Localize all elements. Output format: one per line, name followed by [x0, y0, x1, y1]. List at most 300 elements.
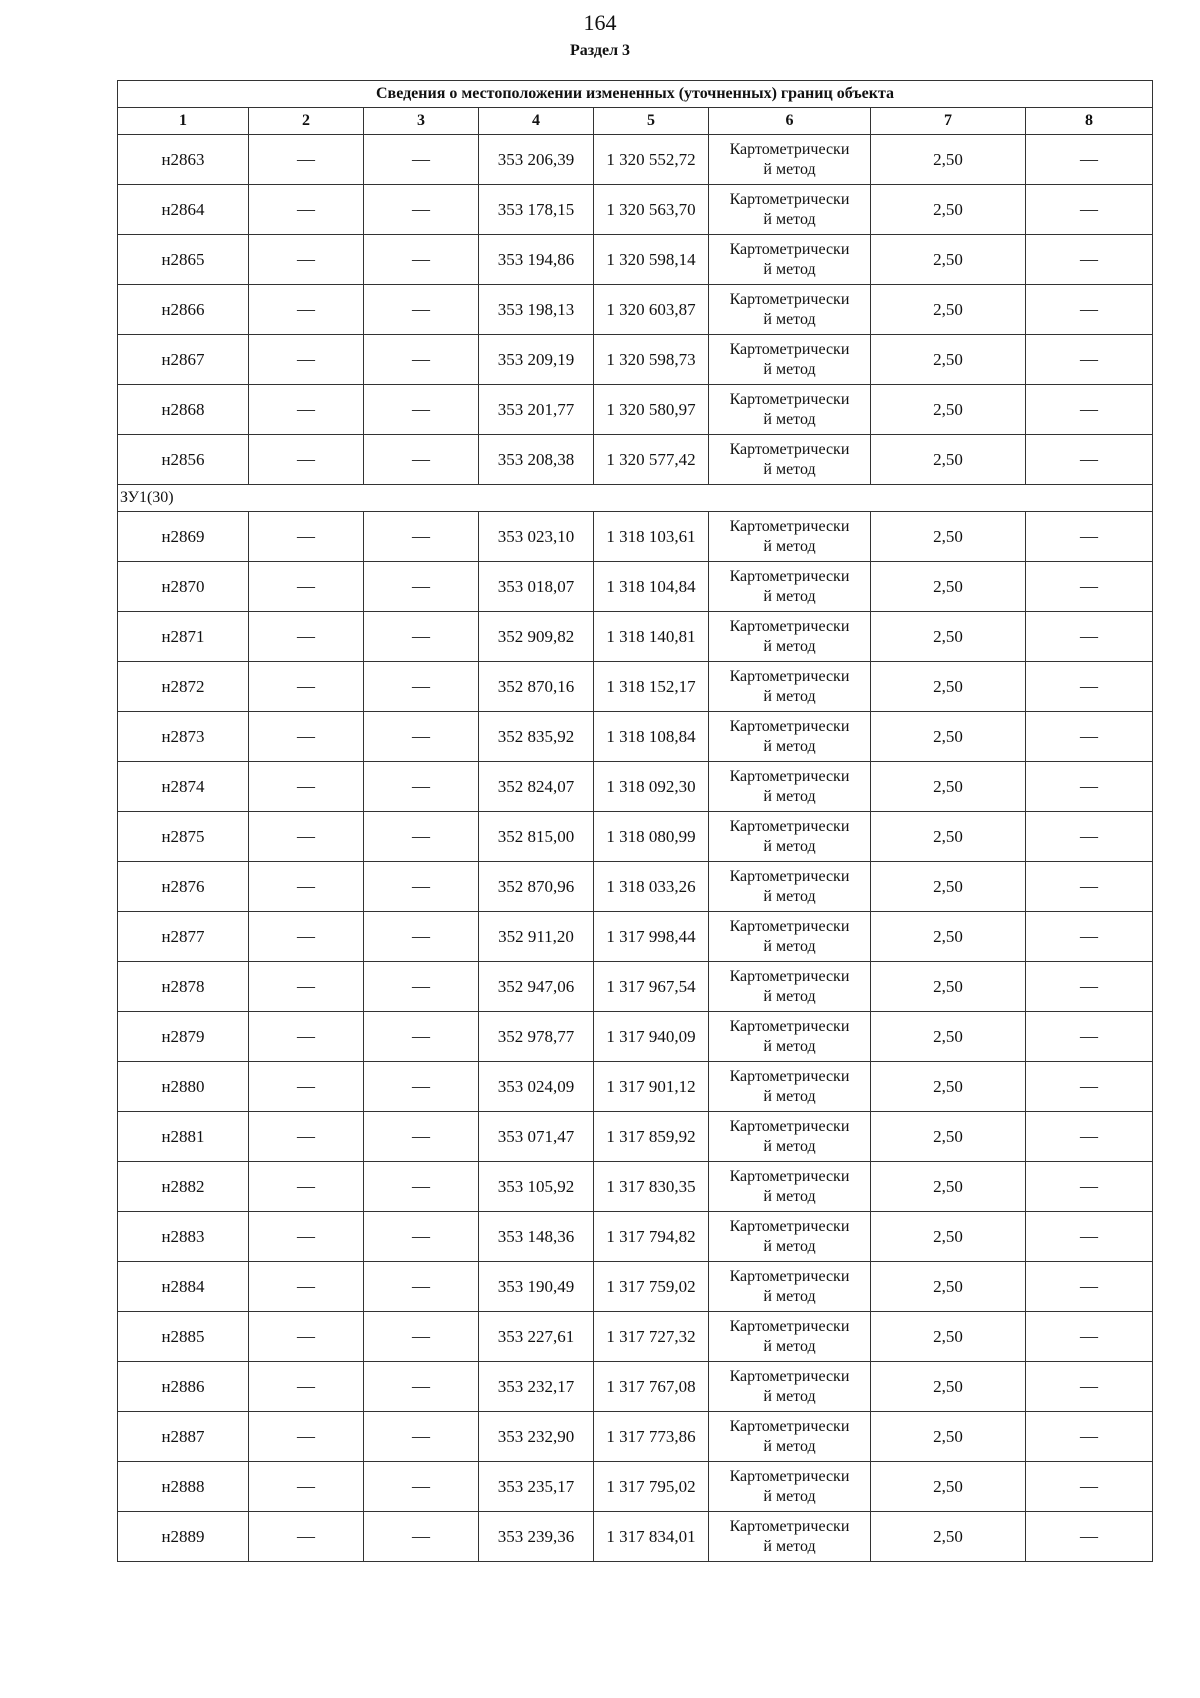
x-coordinate-cell: 353 227,61 — [479, 1312, 594, 1362]
group-row — [118, 485, 1153, 512]
empty-value-cell: — — [1026, 712, 1153, 762]
column-number: 5 — [594, 108, 709, 135]
table-row — [118, 562, 1153, 612]
empty-value-cell: — — [249, 185, 364, 235]
accuracy-cell: 2,50 — [871, 1062, 1026, 1112]
empty-value-cell: — — [249, 662, 364, 712]
method-line: й метод — [763, 1387, 816, 1405]
y-coordinate-cell: 1 320 577,42 — [594, 435, 709, 485]
table-row — [118, 962, 1153, 1012]
method-cell — [709, 335, 871, 385]
method-cell — [709, 662, 871, 712]
point-cell: н2881 — [118, 1112, 249, 1162]
empty-value-cell: — — [364, 285, 479, 335]
method-line: Картометрически — [729, 390, 850, 408]
method-line: Картометрически — [729, 517, 850, 535]
empty-value-cell: — — [1026, 512, 1153, 562]
method-line: Картометрически — [729, 767, 850, 785]
empty-value-cell: — — [1026, 912, 1153, 962]
y-coordinate-cell: 1 318 108,84 — [594, 712, 709, 762]
table-row — [118, 385, 1153, 435]
x-coordinate-cell: 353 023,10 — [479, 512, 594, 562]
accuracy-cell: 2,50 — [871, 1112, 1026, 1162]
method-line: й метод — [763, 210, 816, 228]
method-line: Картометрически — [729, 867, 850, 885]
y-coordinate-cell: 1 318 033,26 — [594, 862, 709, 912]
method-cell — [709, 1262, 871, 1312]
accuracy-cell: 2,50 — [871, 435, 1026, 485]
y-coordinate-cell: 1 318 092,30 — [594, 762, 709, 812]
x-coordinate-cell: 353 232,17 — [479, 1362, 594, 1412]
empty-value-cell: — — [364, 135, 479, 185]
empty-value-cell: — — [249, 1212, 364, 1262]
accuracy-cell: 2,50 — [871, 1262, 1026, 1312]
accuracy-cell: 2,50 — [871, 1462, 1026, 1512]
method-cell — [709, 512, 871, 562]
accuracy-cell: 2,50 — [871, 512, 1026, 562]
x-coordinate-cell: 352 947,06 — [479, 962, 594, 1012]
method-cell — [709, 1162, 871, 1212]
accuracy-cell: 2,50 — [871, 335, 1026, 385]
empty-value-cell: — — [1026, 862, 1153, 912]
empty-value-cell: — — [249, 1362, 364, 1412]
table-row — [118, 1462, 1153, 1512]
empty-value-cell: — — [249, 1162, 364, 1212]
method-cell — [709, 1062, 871, 1112]
accuracy-cell: 2,50 — [871, 1162, 1026, 1212]
empty-value-cell: — — [364, 762, 479, 812]
y-coordinate-cell: 1 317 773,86 — [594, 1412, 709, 1462]
method-line: Картометрически — [729, 1467, 850, 1485]
x-coordinate-cell: 352 978,77 — [479, 1012, 594, 1062]
method-line: й метод — [763, 1137, 816, 1155]
accuracy-cell: 2,50 — [871, 862, 1026, 912]
x-coordinate-cell: 353 209,19 — [479, 335, 594, 385]
table-row — [118, 1262, 1153, 1312]
y-coordinate-cell: 1 320 563,70 — [594, 185, 709, 235]
y-coordinate-cell: 1 318 104,84 — [594, 562, 709, 612]
y-coordinate-cell: 1 317 967,54 — [594, 962, 709, 1012]
method-line: Картометрически — [729, 1317, 850, 1335]
table-row — [118, 612, 1153, 662]
method-cell — [709, 435, 871, 485]
x-coordinate-cell: 353 024,09 — [479, 1062, 594, 1112]
method-line: Картометрически — [729, 817, 850, 835]
y-coordinate-cell: 1 317 830,35 — [594, 1162, 709, 1212]
method-line: й метод — [763, 1537, 816, 1555]
table-row — [118, 1362, 1153, 1412]
method-line: й метод — [763, 1337, 816, 1355]
empty-value-cell: — — [249, 1012, 364, 1062]
column-number: 7 — [871, 108, 1026, 135]
table-row — [118, 812, 1153, 862]
method-line: й метод — [763, 360, 816, 378]
method-line: й метод — [763, 1187, 816, 1205]
empty-value-cell: — — [1026, 612, 1153, 662]
point-cell: н2864 — [118, 185, 249, 235]
method-cell — [709, 762, 871, 812]
empty-value-cell: — — [364, 1412, 479, 1462]
method-cell — [709, 912, 871, 962]
point-cell: н2867 — [118, 335, 249, 385]
y-coordinate-cell: 1 317 859,92 — [594, 1112, 709, 1162]
column-number: 6 — [709, 108, 871, 135]
empty-value-cell: — — [364, 862, 479, 912]
empty-value-cell: — — [249, 962, 364, 1012]
method-line: Картометрически — [729, 1367, 850, 1385]
empty-value-cell: — — [249, 1512, 364, 1562]
method-line: Картометрически — [729, 1117, 850, 1135]
empty-value-cell: — — [249, 135, 364, 185]
point-cell: н2866 — [118, 285, 249, 335]
empty-value-cell: — — [1026, 1512, 1153, 1562]
method-cell — [709, 1362, 871, 1412]
x-coordinate-cell: 353 239,36 — [479, 1512, 594, 1562]
y-coordinate-cell: 1 318 152,17 — [594, 662, 709, 712]
method-cell — [709, 1112, 871, 1162]
accuracy-cell: 2,50 — [871, 285, 1026, 335]
method-line: й метод — [763, 587, 816, 605]
empty-value-cell: — — [364, 612, 479, 662]
empty-value-cell: — — [1026, 662, 1153, 712]
table-row — [118, 662, 1153, 712]
x-coordinate-cell: 352 835,92 — [479, 712, 594, 762]
empty-value-cell: — — [364, 662, 479, 712]
method-line: Картометрически — [729, 667, 850, 685]
method-line: Картометрически — [729, 240, 850, 258]
table-row — [118, 1012, 1153, 1062]
x-coordinate-cell: 352 870,96 — [479, 862, 594, 912]
method-line: Картометрически — [729, 917, 850, 935]
empty-value-cell: — — [249, 562, 364, 612]
y-coordinate-cell: 1 317 940,09 — [594, 1012, 709, 1062]
x-coordinate-cell: 353 235,17 — [479, 1462, 594, 1512]
empty-value-cell: — — [1026, 1062, 1153, 1112]
x-coordinate-cell: 353 208,38 — [479, 435, 594, 485]
empty-value-cell: — — [1026, 1262, 1153, 1312]
method-cell — [709, 1312, 871, 1362]
y-coordinate-cell: 1 317 901,12 — [594, 1062, 709, 1112]
method-cell — [709, 385, 871, 435]
empty-value-cell: — — [364, 912, 479, 962]
method-line: Картометрически — [729, 1017, 850, 1035]
method-cell — [709, 812, 871, 862]
empty-value-cell: — — [364, 1062, 479, 1112]
method-cell — [709, 712, 871, 762]
method-line: й метод — [763, 737, 816, 755]
table-row — [118, 762, 1153, 812]
point-cell: н2872 — [118, 662, 249, 712]
x-coordinate-cell: 353 190,49 — [479, 1262, 594, 1312]
table-row — [118, 135, 1153, 185]
method-cell — [709, 1512, 871, 1562]
column-number: 1 — [118, 108, 249, 135]
empty-value-cell: — — [249, 1062, 364, 1112]
method-cell — [709, 1212, 871, 1262]
empty-value-cell: — — [249, 862, 364, 912]
accuracy-cell: 2,50 — [871, 185, 1026, 235]
column-number: 4 — [479, 108, 594, 135]
empty-value-cell: — — [364, 712, 479, 762]
method-line: й метод — [763, 687, 816, 705]
section-title: Раздел 3 — [569, 42, 631, 59]
empty-value-cell: — — [1026, 1212, 1153, 1262]
accuracy-cell: 2,50 — [871, 1512, 1026, 1562]
group-label: ЗУ1(30) — [118, 485, 1153, 512]
method-cell — [709, 962, 871, 1012]
y-coordinate-cell: 1 317 834,01 — [594, 1512, 709, 1562]
x-coordinate-cell: 353 194,86 — [479, 235, 594, 285]
empty-value-cell: — — [364, 562, 479, 612]
table-row — [118, 1062, 1153, 1112]
empty-value-cell: — — [1026, 1112, 1153, 1162]
x-coordinate-cell: 353 148,36 — [479, 1212, 594, 1262]
empty-value-cell: — — [1026, 335, 1153, 385]
x-coordinate-cell: 352 815,00 — [479, 812, 594, 862]
empty-value-cell: — — [249, 712, 364, 762]
empty-value-cell: — — [364, 1512, 479, 1562]
x-coordinate-cell: 353 071,47 — [479, 1112, 594, 1162]
method-line: й метод — [763, 1487, 816, 1505]
method-line: Картометрически — [729, 1267, 850, 1285]
empty-value-cell: — — [364, 185, 479, 235]
empty-value-cell: — — [364, 385, 479, 435]
method-line: Картометрически — [729, 617, 850, 635]
empty-value-cell: — — [1026, 1462, 1153, 1512]
empty-value-cell: — — [364, 512, 479, 562]
accuracy-cell: 2,50 — [871, 1412, 1026, 1462]
point-cell: н2884 — [118, 1262, 249, 1312]
table-row — [118, 435, 1153, 485]
method-line: Картометрически — [729, 140, 850, 158]
method-line: й метод — [763, 637, 816, 655]
y-coordinate-cell: 1 317 794,82 — [594, 1212, 709, 1262]
empty-value-cell: — — [364, 235, 479, 285]
method-line: й метод — [763, 160, 816, 178]
empty-value-cell: — — [364, 1012, 479, 1062]
method-line: й метод — [763, 460, 816, 478]
method-line: Картометрически — [729, 1217, 850, 1235]
empty-value-cell: — — [249, 285, 364, 335]
point-cell: н2880 — [118, 1062, 249, 1112]
empty-value-cell: — — [364, 1262, 479, 1312]
accuracy-cell: 2,50 — [871, 1362, 1026, 1412]
y-coordinate-cell: 1 320 598,73 — [594, 335, 709, 385]
x-coordinate-cell: 353 201,77 — [479, 385, 594, 435]
table-row — [118, 235, 1153, 285]
method-line: Картометрически — [729, 717, 850, 735]
empty-value-cell: — — [1026, 1412, 1153, 1462]
x-coordinate-cell: 353 198,13 — [479, 285, 594, 335]
accuracy-cell: 2,50 — [871, 1012, 1026, 1062]
method-line: й метод — [763, 1437, 816, 1455]
method-line: й метод — [763, 987, 816, 1005]
method-line: й метод — [763, 1287, 816, 1305]
table-row — [118, 1412, 1153, 1462]
table-row — [118, 912, 1153, 962]
y-coordinate-cell: 1 320 603,87 — [594, 285, 709, 335]
page-number: 164 — [583, 10, 617, 35]
empty-value-cell: — — [249, 1112, 364, 1162]
method-cell — [709, 185, 871, 235]
empty-value-cell: — — [249, 1462, 364, 1512]
method-cell — [709, 862, 871, 912]
empty-value-cell: — — [249, 435, 364, 485]
table-row — [118, 862, 1153, 912]
method-line: й метод — [763, 1087, 816, 1105]
empty-value-cell: — — [249, 1312, 364, 1362]
point-cell: н2869 — [118, 512, 249, 562]
point-cell: н2885 — [118, 1312, 249, 1362]
point-cell: н2863 — [118, 135, 249, 185]
table-row — [118, 185, 1153, 235]
empty-value-cell: — — [364, 435, 479, 485]
empty-value-cell: — — [249, 385, 364, 435]
method-line: й метод — [763, 537, 816, 555]
method-line: Картометрически — [729, 1067, 850, 1085]
point-cell: н2886 — [118, 1362, 249, 1412]
table-row — [118, 335, 1153, 385]
x-coordinate-cell: 352 870,16 — [479, 662, 594, 712]
column-number: 2 — [249, 108, 364, 135]
empty-value-cell: — — [249, 1412, 364, 1462]
empty-value-cell: — — [364, 1362, 479, 1412]
method-line: й метод — [763, 937, 816, 955]
empty-value-cell: — — [1026, 135, 1153, 185]
empty-value-cell: — — [1026, 235, 1153, 285]
x-coordinate-cell: 353 178,15 — [479, 185, 594, 235]
method-line: Картометрически — [729, 340, 850, 358]
method-cell — [709, 1012, 871, 1062]
empty-value-cell: — — [364, 1162, 479, 1212]
y-coordinate-cell: 1 320 552,72 — [594, 135, 709, 185]
x-coordinate-cell: 353 105,92 — [479, 1162, 594, 1212]
accuracy-cell: 2,50 — [871, 912, 1026, 962]
empty-value-cell: — — [1026, 1362, 1153, 1412]
point-cell: н2873 — [118, 712, 249, 762]
empty-value-cell: — — [1026, 1162, 1153, 1212]
method-cell — [709, 1412, 871, 1462]
y-coordinate-cell: 1 317 759,02 — [594, 1262, 709, 1312]
method-line: Картометрически — [729, 567, 850, 585]
method-cell — [709, 135, 871, 185]
column-number: 3 — [364, 108, 479, 135]
empty-value-cell: — — [364, 1212, 479, 1262]
point-cell: н2877 — [118, 912, 249, 962]
method-cell — [709, 1462, 871, 1512]
empty-value-cell: — — [1026, 762, 1153, 812]
empty-value-cell: — — [364, 1462, 479, 1512]
accuracy-cell: 2,50 — [871, 1312, 1026, 1362]
table-row — [118, 1212, 1153, 1262]
empty-value-cell: — — [249, 812, 364, 862]
empty-value-cell: — — [1026, 1312, 1153, 1362]
empty-value-cell: — — [1026, 285, 1153, 335]
method-line: й метод — [763, 1037, 816, 1055]
method-line: Картометрически — [729, 1417, 850, 1435]
method-cell — [709, 285, 871, 335]
empty-value-cell: — — [249, 612, 364, 662]
empty-value-cell: — — [1026, 562, 1153, 612]
table-caption-row — [118, 81, 1153, 108]
table-row — [118, 512, 1153, 562]
method-line: й метод — [763, 837, 816, 855]
y-coordinate-cell: 1 317 727,32 — [594, 1312, 709, 1362]
table-row — [118, 1162, 1153, 1212]
method-line: Картометрически — [729, 190, 850, 208]
method-line: Картометрически — [729, 1167, 850, 1185]
empty-value-cell: — — [364, 1112, 479, 1162]
method-line: й метод — [763, 1237, 816, 1255]
point-cell: н2875 — [118, 812, 249, 862]
point-cell: н2868 — [118, 385, 249, 435]
point-cell: н2879 — [118, 1012, 249, 1062]
table-caption: Сведения о местоположении измененных (уточненных) границ объекта — [118, 81, 1153, 108]
accuracy-cell: 2,50 — [871, 812, 1026, 862]
method-line: й метод — [763, 787, 816, 805]
y-coordinate-cell: 1 320 598,14 — [594, 235, 709, 285]
method-line: й метод — [763, 260, 816, 278]
point-cell: н2876 — [118, 862, 249, 912]
accuracy-cell: 2,50 — [871, 1212, 1026, 1262]
empty-value-cell: — — [249, 762, 364, 812]
y-coordinate-cell: 1 317 998,44 — [594, 912, 709, 962]
accuracy-cell: 2,50 — [871, 962, 1026, 1012]
column-number: 8 — [1026, 108, 1153, 135]
boundary-coordinates-table — [117, 80, 1153, 1562]
accuracy-cell: 2,50 — [871, 385, 1026, 435]
x-coordinate-cell: 353 018,07 — [479, 562, 594, 612]
point-cell: н2874 — [118, 762, 249, 812]
x-coordinate-cell: 353 232,90 — [479, 1412, 594, 1462]
table-row — [118, 1312, 1153, 1362]
method-line: й метод — [763, 410, 816, 428]
empty-value-cell: — — [364, 1312, 479, 1362]
method-cell — [709, 235, 871, 285]
table-body — [118, 135, 1153, 1562]
accuracy-cell: 2,50 — [871, 562, 1026, 612]
accuracy-cell: 2,50 — [871, 612, 1026, 662]
empty-value-cell: — — [1026, 812, 1153, 862]
x-coordinate-cell: 352 824,07 — [479, 762, 594, 812]
method-line: Картометрически — [729, 290, 850, 308]
method-line: Картометрически — [729, 440, 850, 458]
y-coordinate-cell: 1 318 140,81 — [594, 612, 709, 662]
x-coordinate-cell: 352 909,82 — [479, 612, 594, 662]
y-coordinate-cell: 1 317 795,02 — [594, 1462, 709, 1512]
empty-value-cell: — — [364, 962, 479, 1012]
accuracy-cell: 2,50 — [871, 712, 1026, 762]
method-line: й метод — [763, 310, 816, 328]
empty-value-cell: — — [249, 335, 364, 385]
point-cell: н2878 — [118, 962, 249, 1012]
x-coordinate-cell: 352 911,20 — [479, 912, 594, 962]
accuracy-cell: 2,50 — [871, 135, 1026, 185]
point-cell: н2856 — [118, 435, 249, 485]
empty-value-cell: — — [1026, 962, 1153, 1012]
accuracy-cell: 2,50 — [871, 235, 1026, 285]
column-number-row — [118, 108, 1153, 135]
method-cell — [709, 562, 871, 612]
point-cell: н2883 — [118, 1212, 249, 1262]
accuracy-cell: 2,50 — [871, 762, 1026, 812]
y-coordinate-cell: 1 318 080,99 — [594, 812, 709, 862]
empty-value-cell: — — [1026, 1012, 1153, 1062]
empty-value-cell: — — [364, 335, 479, 385]
empty-value-cell: — — [364, 812, 479, 862]
empty-value-cell: — — [249, 1262, 364, 1312]
table-row — [118, 285, 1153, 335]
